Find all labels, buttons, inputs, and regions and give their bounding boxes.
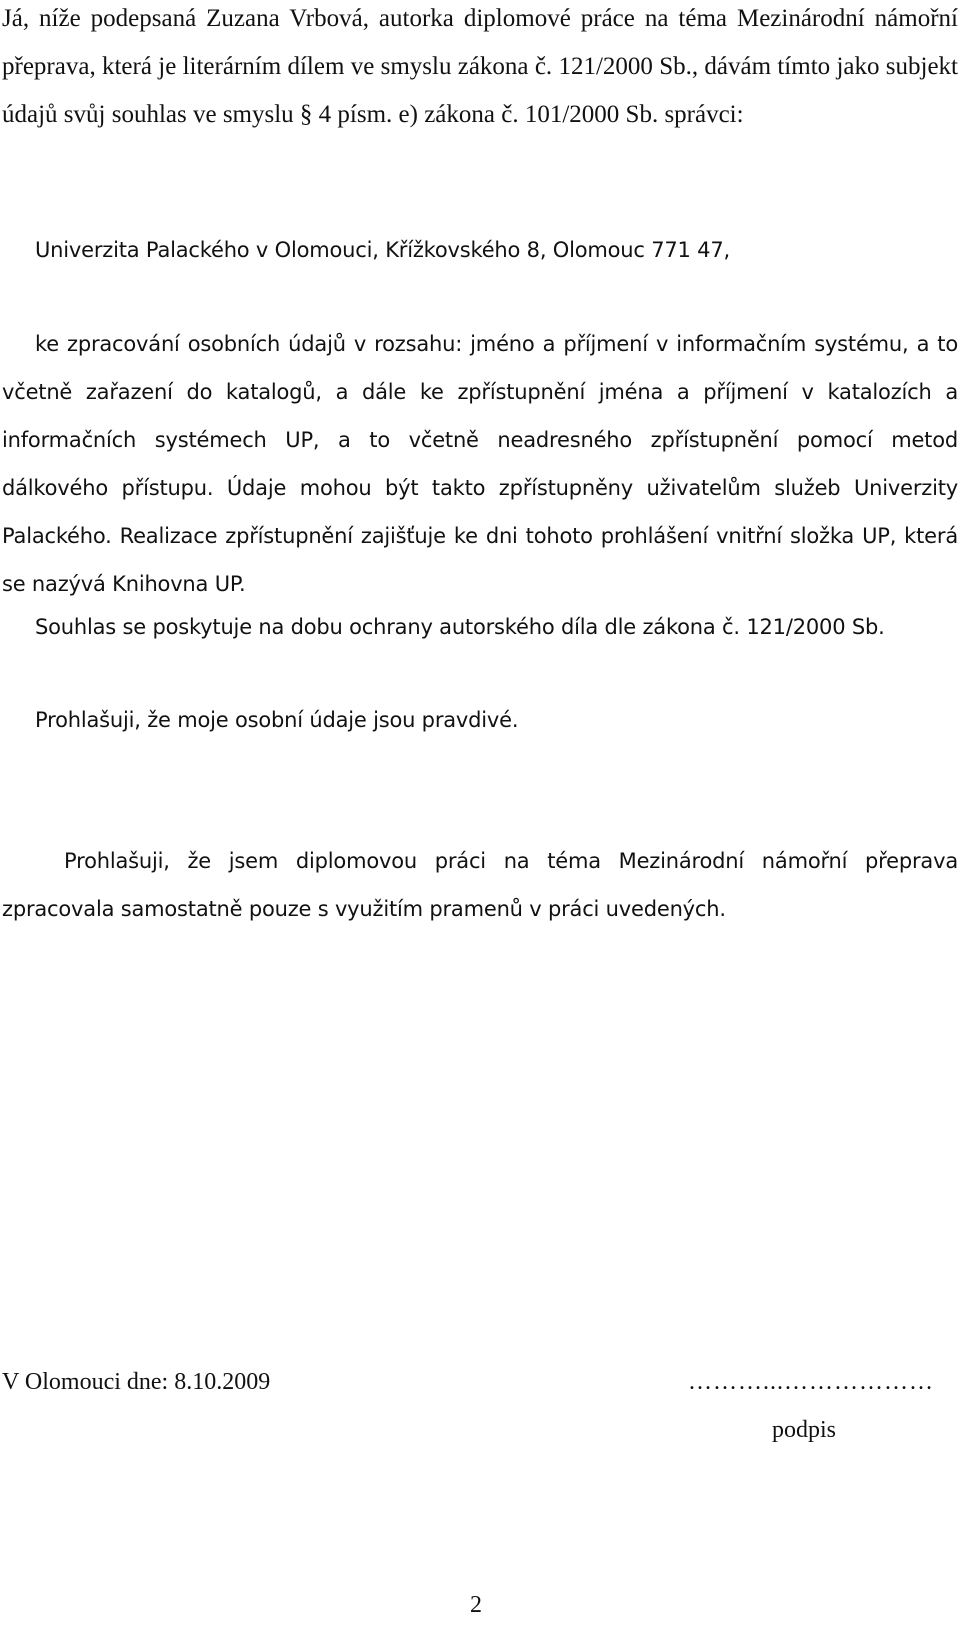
signature-label: podpis	[772, 1417, 837, 1443]
administrator-address: Univerzita Palackého v Olomouci, Křížkovského 8, Olomouc 771 47,	[35, 238, 730, 262]
processing-scope-paragraph: ke zpracování osobních údajů v rozsahu: jméno a příjmení v informačním systému, a to včetně zařazení do katalogů, a dále ke zpřístupnění jména a příjmení v katalozích a informačních systémech UP, a to včetně neadresného zpřístupnění pomocí metod dálkového přístupu. Údaje mohou být takto zpřístupněny uživatelům služeb Univerzity Palackého. Realizace zpřístupnění zajišťuje ke dni tohoto prohlášení vnitřní složka UP, která se nazývá Knihovna UP.	[2, 332, 958, 596]
place-and-date: V Olomouci dne: 8.10.2009	[2, 1369, 271, 1395]
consent-paragraph: Já, níže podepsaná Zuzana Vrbová, autorka diplomové práce na téma Mezinárodní námořní přeprava, která je literárním dílem ve smyslu zákona č. 121/2000 Sb., dávám tímto jako subjekt údajů svůj souhlas ve smyslu § 4 písm. e) zákona č. 101/2000 Sb. správci:	[2, 5, 958, 128]
truthfulness-statement: Prohlašuji, že moje osobní údaje jsou pravdivé.	[35, 708, 519, 732]
consent-duration-paragraph: Souhlas se poskytuje na dobu ochrany autorského díla dle zákona č. 121/2000 Sb.	[35, 615, 885, 639]
signature-line: ………...………………	[688, 1369, 934, 1395]
authorship-declaration: Prohlašuji, že jsem diplomovou práci na téma Mezinárodní námořní přeprava zpracovala samostatně pouze s využitím pramenů v práci uvedených.	[2, 849, 958, 921]
page-number: 2	[470, 1592, 482, 1618]
